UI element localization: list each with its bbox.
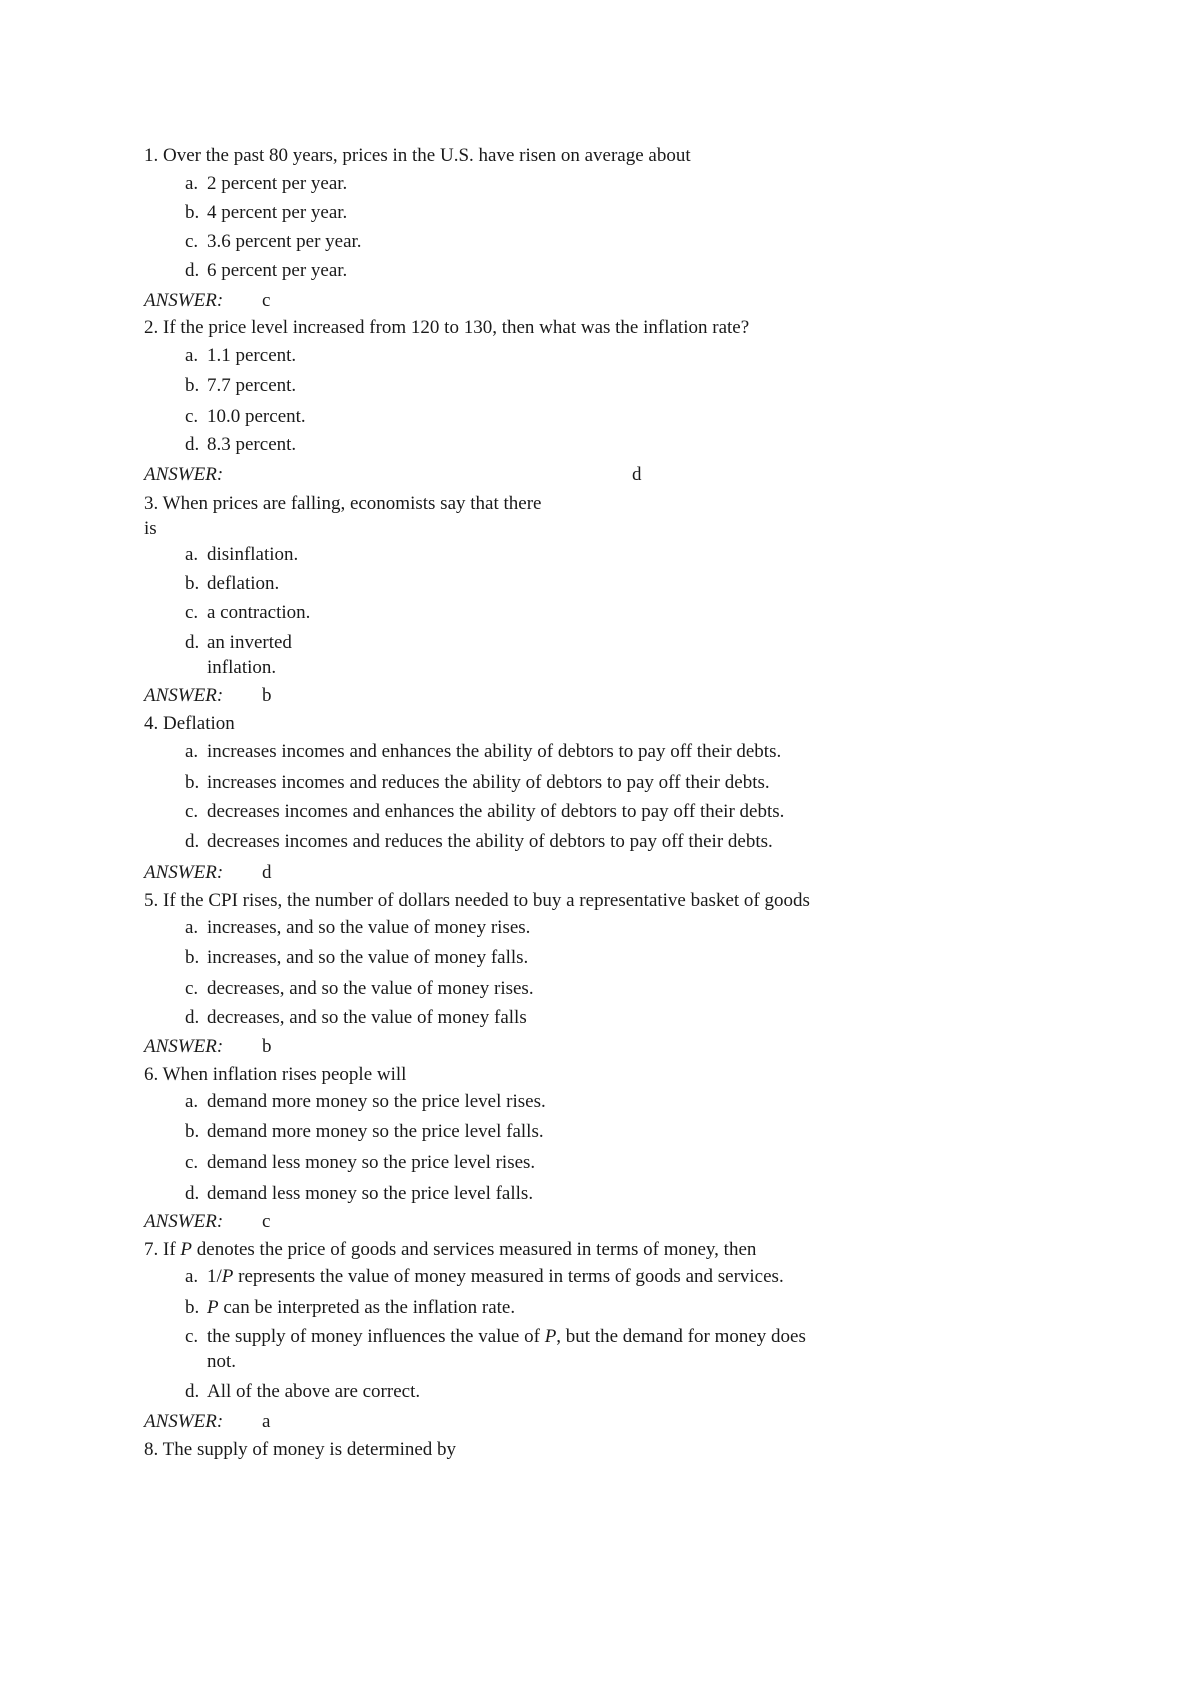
- option-letter: a.: [185, 345, 199, 366]
- option-letter: b.: [185, 375, 200, 396]
- option-letter: b.: [185, 202, 200, 223]
- option-text: 4 percent per year.: [207, 202, 348, 223]
- question-2-option-c: [185, 405, 306, 429]
- question-4-option-d: [185, 830, 773, 854]
- question-5-option-c: [185, 977, 534, 1001]
- answer-label: ANSWER:: [144, 1211, 224, 1232]
- option-text: decreases, and so the value of money falls: [207, 1007, 527, 1028]
- question-8-stem: [144, 1438, 456, 1462]
- question-text: Over the past 80 years, prices in the U.S. have risen on average about: [163, 145, 691, 166]
- question-1-option-b: [185, 201, 347, 225]
- price-variable: P: [207, 1297, 219, 1318]
- question-3-option-c: [185, 601, 310, 625]
- option-letter: a.: [185, 173, 199, 194]
- question-number: 4.: [144, 713, 159, 734]
- question-3-stem: [144, 492, 541, 516]
- question-6-option-d: [185, 1182, 533, 1206]
- option-text-post: , but the demand for money does: [556, 1326, 806, 1347]
- option-letter: c.: [185, 406, 199, 427]
- question-3-option-b: [185, 572, 279, 596]
- question-5-answer: [144, 1035, 272, 1059]
- option-text: decreases incomes and reduces the ability of debtors to pay off their debts.: [207, 831, 773, 852]
- question-number: 5.: [144, 890, 159, 911]
- option-letter: c.: [185, 1152, 199, 1173]
- question-number: 6.: [144, 1064, 159, 1085]
- option-letter: d.: [185, 434, 200, 455]
- option-text: 6 percent per year.: [207, 260, 348, 281]
- option-letter: c.: [185, 602, 199, 623]
- question-2-answer: [144, 463, 642, 487]
- option-letter: d.: [185, 260, 200, 281]
- option-text: decreases incomes and enhances the ability of debtors to pay off their debts.: [207, 801, 785, 822]
- question-1-option-a: [185, 172, 347, 196]
- option-letter: b.: [185, 772, 200, 793]
- question-7-option-c: [185, 1325, 806, 1349]
- question-text: When inflation rises people will: [162, 1064, 407, 1085]
- answer-value: b: [262, 685, 272, 706]
- answer-value: c: [262, 1211, 271, 1232]
- option-letter: c.: [185, 231, 199, 252]
- answer-label: ANSWER:: [144, 290, 224, 311]
- question-1-option-c: [185, 230, 362, 254]
- answer-value: b: [262, 1036, 272, 1057]
- question-6-stem: [144, 1063, 406, 1087]
- option-letter: c.: [185, 1326, 199, 1347]
- question-number: 7.: [144, 1239, 159, 1260]
- question-4-stem: [144, 712, 235, 736]
- question-5-stem: [144, 889, 810, 913]
- option-text: decreases, and so the value of money rises.: [207, 978, 534, 999]
- question-2-stem: [144, 316, 749, 340]
- question-2-option-d: [185, 433, 296, 457]
- option-text: demand more money so the price level falls.: [207, 1121, 544, 1142]
- option-letter: d.: [185, 1381, 200, 1402]
- option-letter: b.: [185, 947, 200, 968]
- question-5-option-a: [185, 916, 530, 940]
- question-7-option-b: [185, 1296, 515, 1320]
- option-letter: b.: [185, 1121, 200, 1142]
- question-1-answer: [144, 289, 271, 313]
- answer-value: a: [262, 1411, 271, 1432]
- option-text: disinflation.: [207, 544, 299, 565]
- question-5-option-d: [185, 1006, 527, 1030]
- option-letter: a.: [185, 1091, 199, 1112]
- question-6-option-b: [185, 1120, 544, 1144]
- question-7-answer: [144, 1410, 271, 1434]
- question-3-stem-continued: is: [144, 518, 157, 539]
- option-text: increases incomes and reduces the ability of debtors to pay off their debts.: [207, 772, 770, 793]
- option-text-pre: the supply of money influences the value of: [207, 1326, 545, 1347]
- question-text: Deflation: [163, 713, 235, 734]
- option-letter: d.: [185, 1183, 200, 1204]
- question-7-option-c-continued: [185, 1350, 236, 1374]
- answer-label: ANSWER:: [144, 685, 224, 706]
- option-text: 7.7 percent.: [207, 375, 297, 396]
- option-text: All of the above are correct.: [207, 1381, 421, 1402]
- option-text: increases incomes and enhances the ability of debtors to pay off their debts.: [207, 741, 782, 762]
- option-text: an inverted: [207, 632, 292, 653]
- answer-label: ANSWER:: [144, 1036, 224, 1057]
- answer-value: c: [262, 290, 271, 311]
- question-3-option-d-continued: [185, 656, 276, 680]
- question-3-option-a: [185, 543, 298, 567]
- option-text-post: represents the value of money measured in terms of goods and services.: [233, 1266, 784, 1287]
- option-letter: d.: [185, 831, 200, 852]
- option-text: demand more money so the price level rises.: [207, 1091, 546, 1112]
- question-7-option-a: [185, 1265, 784, 1289]
- option-text: not.: [207, 1351, 237, 1372]
- question-number: 2.: [144, 317, 159, 338]
- question-5-option-b: [185, 946, 528, 970]
- question-number: 3.: [144, 493, 159, 514]
- option-text: increases, and so the value of money rises.: [207, 917, 531, 938]
- question-3-option-d: [185, 631, 292, 655]
- question-1-option-d: [185, 259, 347, 283]
- option-text: 10.0 percent.: [207, 406, 306, 427]
- question-6-option-c: [185, 1151, 535, 1175]
- price-variable: P: [180, 1239, 193, 1260]
- option-letter: c.: [185, 801, 199, 822]
- option-text: a contraction.: [207, 602, 311, 623]
- question-4-option-c: [185, 800, 784, 824]
- question-text-post: denotes the price of goods and services measured in terms of money, then: [192, 1239, 757, 1260]
- answer-label: ANSWER:: [144, 464, 224, 485]
- option-letter: b.: [185, 573, 200, 594]
- question-6-option-a: [185, 1090, 546, 1114]
- option-text: demand less money so the price level rises.: [207, 1152, 536, 1173]
- answer-label: ANSWER:: [144, 1411, 224, 1432]
- option-text: demand less money so the price level falls.: [207, 1183, 534, 1204]
- question-6-answer: [144, 1210, 271, 1234]
- question-number: 1.: [144, 145, 159, 166]
- question-7-option-d: [185, 1380, 420, 1404]
- option-text: inflation.: [207, 657, 277, 678]
- question-4-option-a: [185, 740, 781, 764]
- question-2-option-b: [185, 374, 296, 398]
- option-letter: d.: [185, 1007, 200, 1028]
- question-3-answer: [144, 684, 272, 708]
- option-letter: b.: [185, 1297, 200, 1318]
- question-number: 8.: [144, 1439, 159, 1460]
- question-text: The supply of money is determined by: [162, 1439, 457, 1460]
- option-text: 1.1 percent.: [207, 345, 297, 366]
- option-letter: c.: [185, 978, 199, 999]
- option-text-post: can be interpreted as the inflation rate.: [218, 1297, 516, 1318]
- answer-value: d: [632, 464, 642, 485]
- question-4-option-b: [185, 771, 770, 795]
- question-2-option-a: [185, 344, 296, 368]
- option-text: increases, and so the value of money falls.: [207, 947, 529, 968]
- option-text: 8.3 percent.: [207, 434, 297, 455]
- price-variable: P: [221, 1266, 234, 1287]
- option-text: 2 percent per year.: [207, 173, 348, 194]
- question-text: When prices are falling, economists say that there: [162, 493, 542, 514]
- option-letter: a.: [185, 1266, 199, 1287]
- answer-value: d: [262, 862, 272, 883]
- answer-label: ANSWER:: [144, 862, 224, 883]
- option-text: deflation.: [207, 573, 280, 594]
- question-1-stem: [144, 144, 691, 168]
- question-text: If the price level increased from 120 to 130, then what was the inflation rate?: [163, 317, 750, 338]
- option-text-pre: 1/: [207, 1266, 222, 1287]
- option-letter: a.: [185, 741, 199, 762]
- question-text-pre: If: [163, 1239, 181, 1260]
- question-4-answer: [144, 861, 272, 885]
- option-text: 3.6 percent per year.: [207, 231, 362, 252]
- price-variable: P: [544, 1326, 557, 1347]
- option-letter: a.: [185, 544, 199, 565]
- question-7-stem: [144, 1238, 756, 1262]
- option-letter: d.: [185, 632, 200, 653]
- option-letter: a.: [185, 917, 199, 938]
- question-text: If the CPI rises, the number of dollars needed to buy a representative basket of goods: [163, 890, 810, 911]
